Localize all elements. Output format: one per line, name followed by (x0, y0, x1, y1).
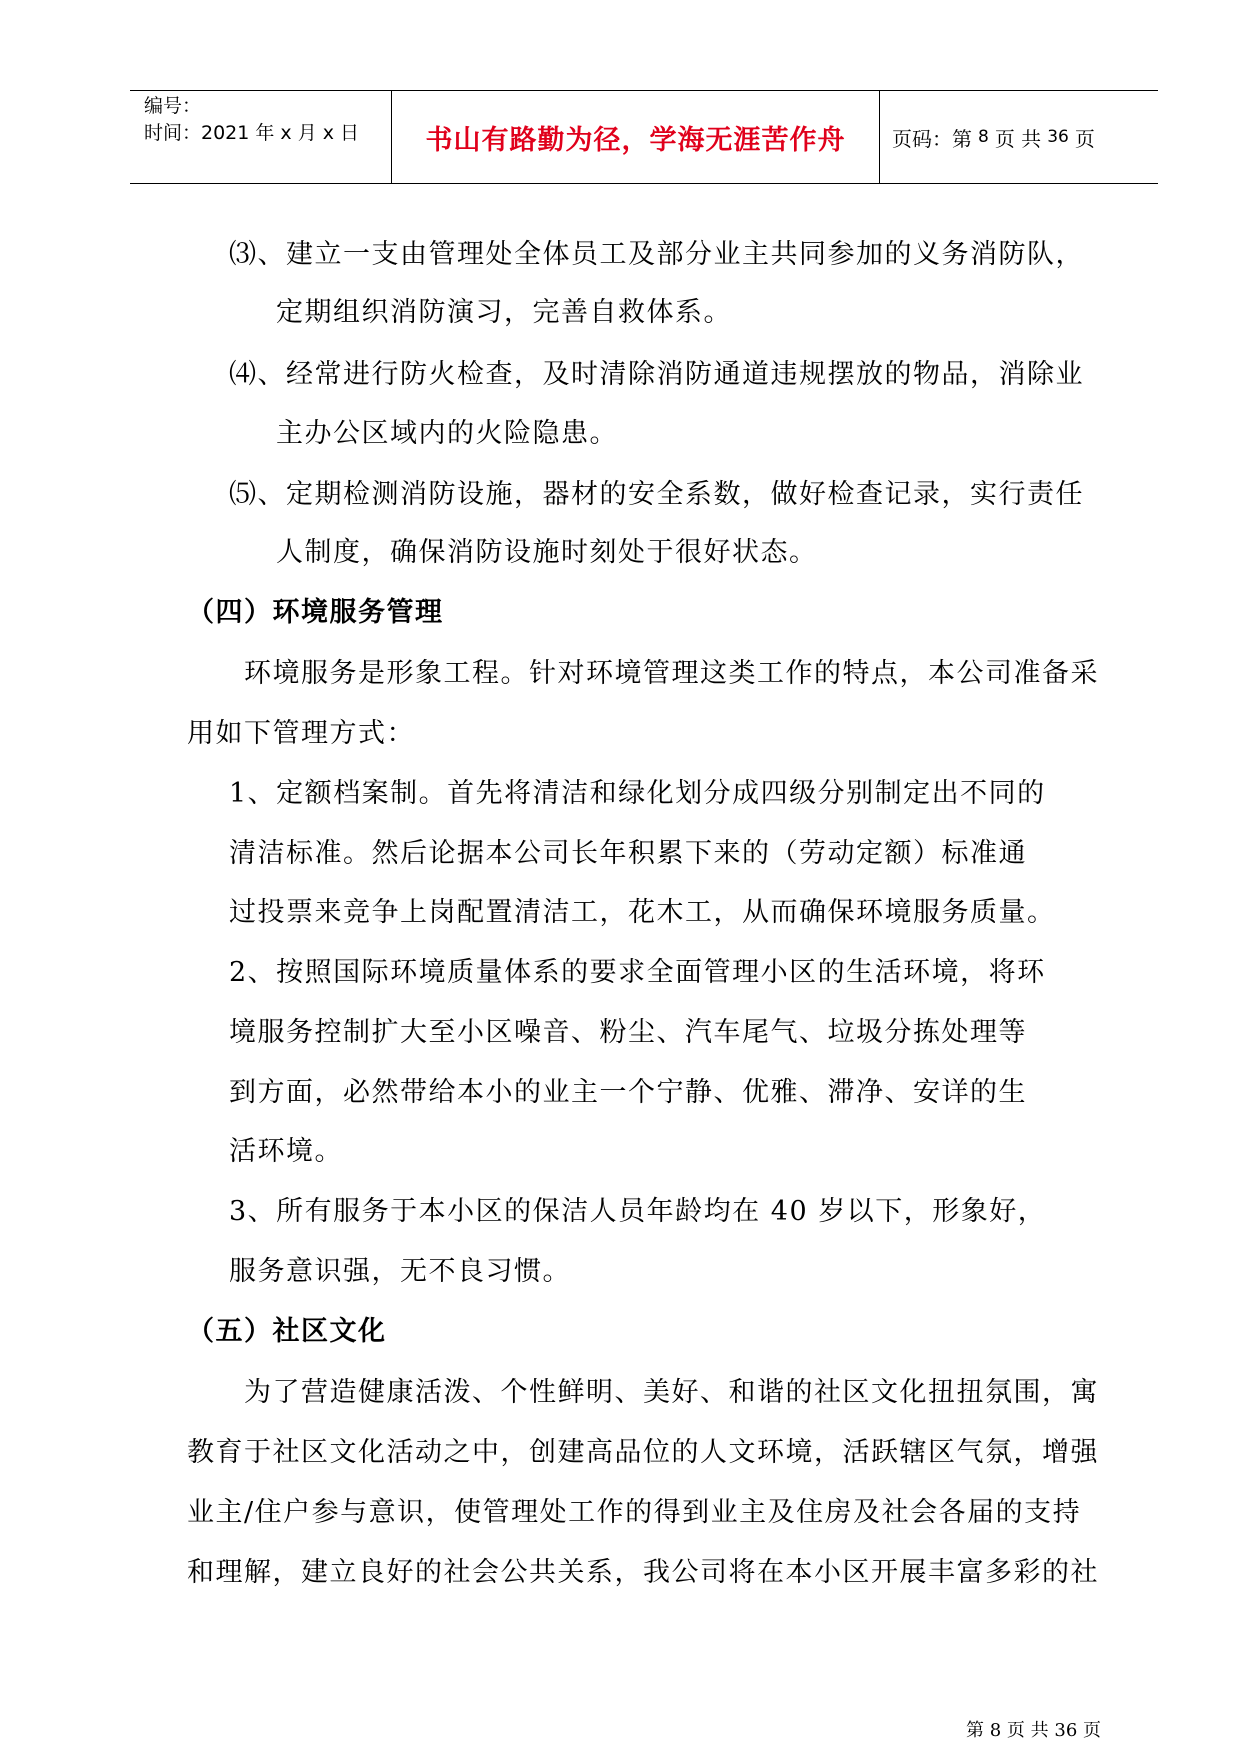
page-header (130, 90, 1158, 184)
page-footer: 第 8 页 共 36 页 (966, 1720, 1101, 1741)
body-line: 主办公区域内的火险隐患。 (276, 418, 618, 449)
body-line: 为了营造健康活泼、个性鲜明、美好、和谐的社区文化扭扭氛围，寓 (244, 1377, 1099, 1408)
body-line: ⑶、建立一支由管理处全体员工及部分业主共同参加的义务消防队， (229, 239, 1084, 270)
body-line: 活环境。 (229, 1136, 343, 1167)
page-total: 36 (1047, 127, 1069, 147)
body-line: 清洁标准。然后论据本公司长年积累下来的（劳动定额）标准通 (229, 838, 1027, 869)
body-line: ⑸、定期检测消防设施，器材的安全系数，做好检查记录，实行责任 (229, 479, 1084, 510)
body-line: 服务意识强，无不良习惯。 (229, 1256, 571, 1287)
header-meta (130, 91, 392, 183)
body-line: 教育于社区文化活动之中，创建高品位的人文环境，活跃辖区气氛，增强 (187, 1437, 1099, 1468)
body-line: 2、按照国际环境质量体系的要求全面管理小区的生活环境，将环 (229, 957, 1046, 988)
body-line: 过投票来竞争上岗配置清洁工，花木工，从而确保环境服务质量。 (229, 897, 1056, 928)
body-line: 用如下管理方式： (187, 718, 415, 749)
body-line: 人制度，确保消防设施时刻处于很好状态。 (276, 537, 818, 568)
header-page-info (880, 91, 1158, 183)
body-line: 到方面，必然带给本小的业主一个宁静、优雅、滞净、安详的生 (229, 1077, 1027, 1108)
document-time: 时间：2021 年 x 月 x 日 (144, 122, 360, 144)
body-line: 业主/住户参与意识，使管理处工作的得到业主及住房及社会各届的支持 (187, 1497, 1082, 1528)
page-prefix: 页码：第 (892, 126, 972, 151)
page-current: 8 (978, 127, 989, 147)
header-motto: 书山有路勤为径，学海无涯苦作舟 (392, 91, 880, 183)
page-middle: 页 共 (994, 126, 1042, 151)
section-heading-5: （五）社区文化 (187, 1316, 387, 1347)
body-line: 境服务控制扩大至小区噪音、粉尘、汽车尾气、垃圾分拣处理等 (229, 1017, 1027, 1048)
page-suffix: 页 (1074, 126, 1095, 151)
section-heading-4: （四）环境服务管理 (187, 597, 444, 628)
body-line: 和理解，建立良好的社会公共关系，我公司将在本小区开展丰富多彩的社 (187, 1557, 1099, 1588)
document-number-label: 编号： (144, 95, 202, 117)
body-line: ⑷、经常进行防火检查，及时清除消防通道违规摆放的物品，消除业 (229, 359, 1084, 390)
body-line: 环境服务是形象工程。针对环境管理这类工作的特点，本公司准备采 (244, 658, 1099, 689)
body-line: 3、所有服务于本小区的保洁人员年龄均在 40 岁以下，形象好， (229, 1196, 1047, 1227)
body-line: 1、定额档案制。首先将清洁和绿化划分成四级分别制定出不同的 (229, 778, 1046, 809)
body-line: 定期组织消防演习，完善自救体系。 (276, 297, 732, 328)
